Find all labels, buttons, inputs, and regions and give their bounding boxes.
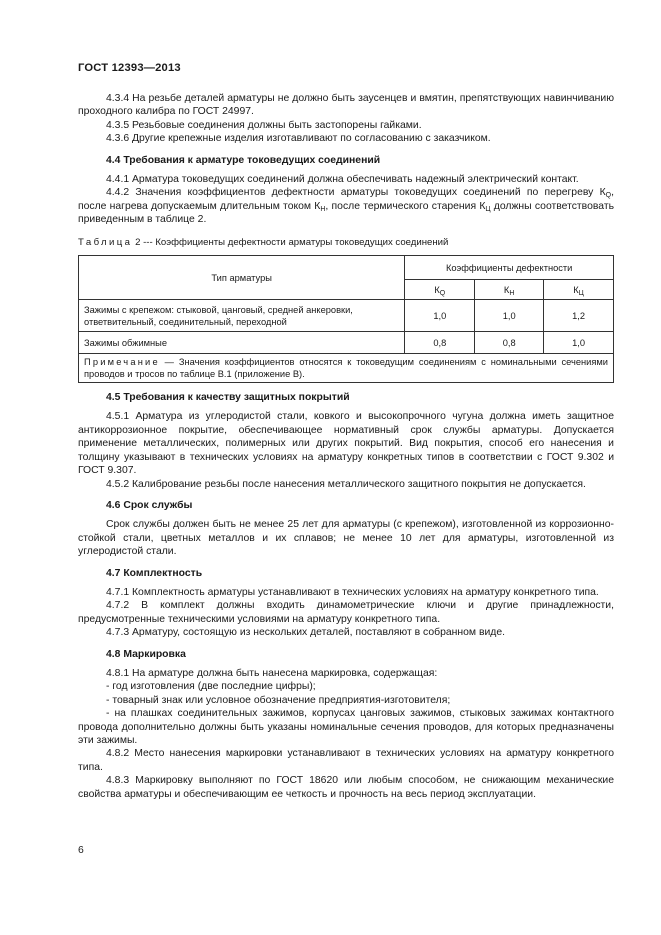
table-cell-type: Зажимы с крепежом: стыковой, цанговый, средней анкеровки, ответвительный, соединительный, переходной bbox=[79, 300, 405, 332]
table-cell-kq: 0,8 bbox=[405, 332, 475, 354]
table-cell-kh: 0,8 bbox=[475, 332, 544, 354]
clause-4-3-5: 4.3.5 Резьбовые соединения должны быть застопорены гайками. bbox=[106, 119, 422, 131]
table-header-kq: $К_Q$ bbox=[405, 280, 475, 300]
section-heading-4-8: 4.8 Маркировка bbox=[106, 648, 186, 660]
clause-4-4-1: 4.4.1 Арматура токоведущих соединений должна обеспечивать надежный электрический контакт. bbox=[106, 174, 579, 186]
clause-4-6: Срок службы должен быть не менее 25 лет для арматуры (с крепежом), изготовленной из коррозионно-стойкой стали, цветных металлов и их сплавов; не менее 10 лет для арматуры, изготовленной из углеродистой стали. bbox=[78, 519, 614, 558]
table-cell-kq: 1,0 bbox=[405, 300, 475, 332]
section-heading-4-6: 4.6 Срок службы bbox=[106, 499, 193, 511]
clause-4-8-1: 4.8.1 На арматуре должна быть нанесена маркировка, содержащая: bbox=[106, 667, 438, 679]
table-note-row bbox=[79, 354, 614, 383]
clause-4-5-2: 4.5.2 Калибрование резьбы после нанесения металлического защитного покрытия не допускается. bbox=[106, 478, 586, 490]
clause-4-8-2: 4.8.2 Место нанесения маркировки устанавливают в технических условиях на арматуру конкретного типа. bbox=[78, 748, 614, 773]
clause-4-3-6: 4.3.6 Другие крепежные изделия изготавливают по согласованию с заказчиком. bbox=[106, 133, 491, 145]
table-header-coefficients: Коэффициенты дефектности bbox=[405, 256, 614, 280]
clause-4-8-3: 4.8.3 Маркировку выполняют по ГОСТ 18620 или любым способом, не снижающим механические свойства арматуры и обеспечивающим ее четкость и прочность на весь период эксплуатации. bbox=[78, 775, 614, 800]
coefficient-table bbox=[78, 255, 614, 383]
table-header-type: Тип арматуры bbox=[79, 256, 405, 300]
list-item: - на плашках соединительных зажимов, корпусах цанговых зажимов, стыковых зажимах контактного провода дополнительно должны быть указаны номинальные сечения проводов, для которых предназначены эти зажимы. bbox=[78, 708, 614, 746]
table-note: Примечание — Значения коэффициентов относятся к токоведущим соединениям с номинальными сечениями проводов и тросов по таблице В.1 (приложение В). bbox=[79, 354, 614, 383]
table-caption: Таблица 2 --- Коэффициенты дефектности арматуры токоведущих соединений bbox=[78, 236, 449, 248]
clause-4-5-1: 4.5.1 Арматура из углеродистой стали, ковкого и высокопрочного чугуна должна иметь защитное антикоррозионное покрытие, обеспечивающее нормативный срок службы арматуры. Допускается применение металлических, полимерных или других покрытий. Вид покрытия, способ его нанесения и толщину указывают в технических условиях на арматуру конкретных типов в соответствии с ГОСТ 9.302 и ГОСТ 9.307. bbox=[78, 411, 614, 477]
list-item: - товарный знак или условное обозначение предприятия-изготовителя; bbox=[106, 694, 451, 706]
table-row bbox=[79, 332, 614, 354]
table-header-kc: $К_Ц$ bbox=[544, 280, 614, 300]
table-cell-kc: 1,2 bbox=[544, 300, 614, 332]
table-cell-kc: 1,0 bbox=[544, 332, 614, 354]
section-heading-4-4: 4.4 Требования к арматуре токоведущих соединений bbox=[106, 154, 381, 166]
page-number: 6 bbox=[78, 845, 84, 856]
document-body bbox=[78, 92, 614, 801]
table-cell-type: Зажимы обжимные bbox=[79, 332, 405, 354]
clause-4-7-1: 4.7.1 Комплектность арматуры устанавливают в технических условиях на арматуру конкретного типа. bbox=[106, 586, 599, 598]
list-item: - год изготовления (две последние цифры); bbox=[106, 681, 316, 693]
clause-4-3-4: 4.3.4 На резьбе деталей арматуры не должно быть заусенцев и вмятин, препятствующих навинчиванию проходного калибра по ГОСТ 24997. bbox=[78, 93, 614, 118]
document-header: ГОСТ 12393—2013 bbox=[78, 62, 181, 74]
section-heading-4-5: 4.5 Требования к качеству защитных покрытий bbox=[106, 392, 350, 404]
clause-4-4-2: 4.4.2 Значения коэффициентов дефектности арматуры токоведущих соединений по перегреву $К_Q$, после нагрева допускаемым длительным током $К_Н$, после термического старения $К_Ц$ должны соответствовать приведенным в таблице 2. bbox=[78, 187, 614, 226]
table-cell-kh: 1,0 bbox=[475, 300, 544, 332]
section-heading-4-7: 4.7 Комплектность bbox=[106, 567, 203, 579]
clause-4-7-2: 4.7.2 В комплект должны входить динамометрические ключи и другие принадлежности, предусмотренные техническими условиями на арматуру конкретного типа. bbox=[78, 600, 614, 625]
table-header-kh: $К_Н$ bbox=[475, 280, 544, 300]
table-row bbox=[79, 300, 614, 332]
clause-4-7-3: 4.7.3 Арматуру, состоящую из нескольких деталей, поставляют в собранном виде. bbox=[106, 627, 505, 639]
